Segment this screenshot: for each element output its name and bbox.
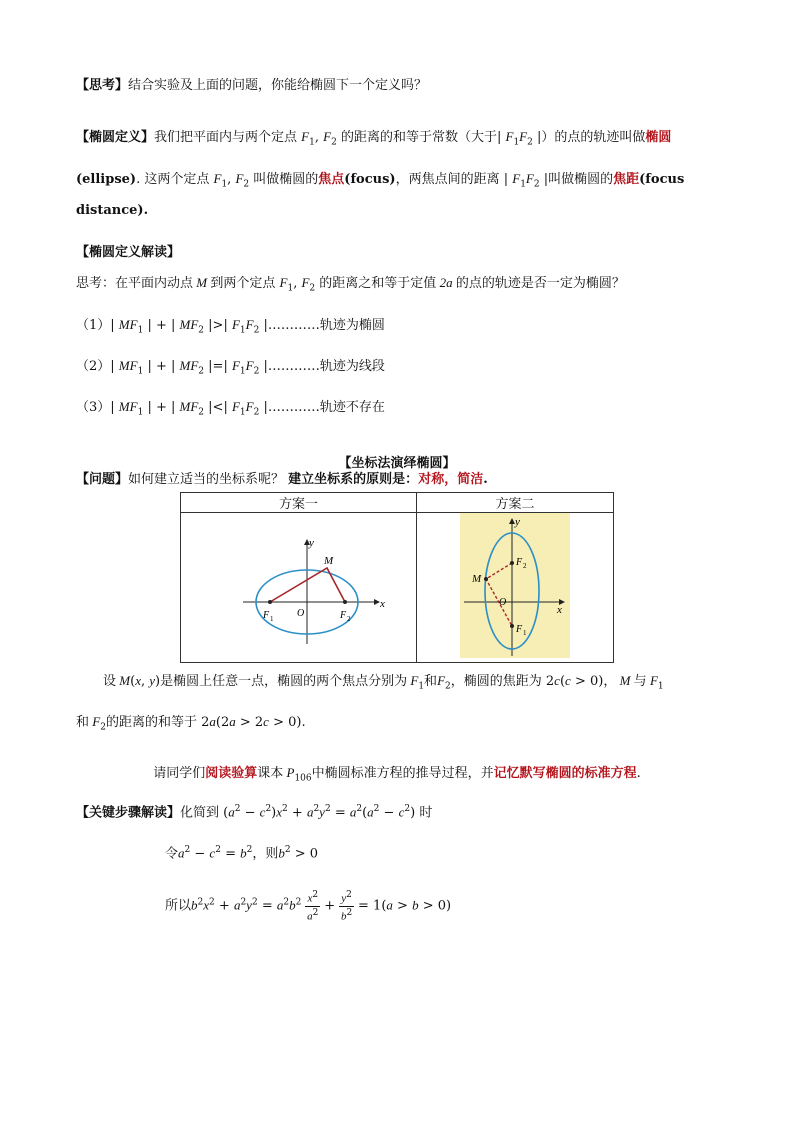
case-3-rel: < <box>212 400 224 415</box>
focus-f2 <box>343 600 347 604</box>
en-focal-1: (focus <box>639 172 685 187</box>
reading-red2: 记忆默写椭圆的标准方程 <box>493 766 637 781</box>
case-2-result: 轨迹为线段 <box>319 359 385 374</box>
coord-question <box>76 471 488 489</box>
definition-text-1: 我们把平面内与两个定点 <box>154 130 298 145</box>
case-1-num: （1） <box>76 318 111 333</box>
definition-line-3 <box>76 202 148 220</box>
m-label-2: M <box>472 573 482 585</box>
setup-line-1: 设 M(x, y)是椭圆上任意一点，椭圆的两个焦点分别为 $F_1$和$F_2$，椭圆的焦距为 2c(c > 0)， M 与 $F_1$ <box>103 673 664 692</box>
term-ellipse: 椭圆 <box>645 130 672 145</box>
case-2-rel: = <box>212 359 224 374</box>
scheme-1-cell <box>181 513 417 663</box>
definition-text-5: 叫做椭圆的 <box>253 172 319 187</box>
definition-text-4: . 这两个定点 <box>136 172 210 187</box>
interpret-tag: 【椭圆定义解读】 <box>76 245 181 260</box>
scheme-2-figure <box>460 513 570 658</box>
reading-c: 中椭圆标准方程的推导过程，并 <box>311 766 494 781</box>
key-text: 化简到 <box>180 805 220 821</box>
setup-s3: 和 <box>424 674 438 689</box>
setup-s5: ， <box>603 674 617 689</box>
f1-sub-2: 1 <box>523 629 527 637</box>
definition-tag: 【椭圆定义】 <box>76 130 155 145</box>
scheme-2-cell <box>417 513 614 663</box>
y-label: y <box>308 536 314 549</box>
reading-line: 请同学们阅读验算课本 $P_{106}$中椭圆标准方程的推导过程，并记忆默写椭圆的标准方程. <box>153 765 641 784</box>
think-tag: 【思考】 <box>76 78 129 93</box>
definition-end: . <box>143 203 149 218</box>
case-3-num: （3） <box>76 400 111 415</box>
case-2-num: （2） <box>76 359 111 374</box>
case-1: （1）| $MF_1$ | + | $MF_2$ |>| $F_1F_2$ |…………轨迹为椭圆 <box>76 317 385 336</box>
en-focus: (focus) <box>344 172 396 187</box>
reading-b: 课本 <box>257 766 284 781</box>
key-line: 【关键步骤解读】化简到 $(a^2 - c^2)x^2 + a^2y^2 = a^2(a^2 - c^2)$ 时 <box>76 804 433 821</box>
case-2: （2）| $MF_1$ | + | $MF_2$ |=| $F_1F_2$ |…………轨迹为线段 <box>76 358 385 377</box>
f1-label-2: F <box>516 624 523 635</box>
focus-f1-2 <box>510 624 514 628</box>
case-1-dots: ………… <box>267 318 320 333</box>
definition-text-7: 叫做椭圆的 <box>548 172 614 187</box>
focus-f2-2 <box>510 561 514 565</box>
principle-red: 对称，简洁 <box>418 472 484 487</box>
scheme-2-header: 方案二 <box>417 493 614 513</box>
term-focus: 焦点 <box>318 172 345 187</box>
question-tag: 【问题】 <box>76 472 129 487</box>
o-label: O <box>296 607 304 619</box>
scheme-1-header: 方案一 <box>181 493 417 513</box>
en-ellipse: (ellipse) <box>76 172 137 187</box>
case-2-dots: ………… <box>267 359 320 374</box>
m-label: M <box>323 554 333 567</box>
f1-sub: 1 <box>269 614 273 623</box>
principle: 建立坐标系的原则是： <box>288 472 419 487</box>
f2-label-2: F <box>516 557 523 568</box>
f2-sub-2: 2 <box>523 562 527 570</box>
setup-s6: 与 <box>633 674 647 689</box>
question-d: 的点的轨迹是否一定为椭圆？ <box>455 276 625 291</box>
principle-end: . <box>483 472 488 487</box>
case-3-dots: ………… <box>267 400 320 415</box>
coord-heading: 【坐标法演绎椭圆】 <box>338 456 456 471</box>
setup-s1: 设 <box>103 674 117 689</box>
question-b: 到两个定点 <box>210 276 276 291</box>
o-label-2: O <box>499 597 507 608</box>
f2-sub: 2 <box>346 614 350 623</box>
reading-page-sub: 106 <box>294 773 312 784</box>
y-label-2: y <box>515 516 520 528</box>
let-line: 令$a^2 - c^2 = b^2$，则$b^2 > 0$ <box>165 845 319 862</box>
case-1-rel: > <box>212 318 224 333</box>
question-text: 如何建立适当的坐标系呢？ <box>128 472 285 487</box>
scheme-1-figure <box>199 516 399 656</box>
think-text: 结合实验及上面的问题，你能给椭圆下一个定义吗？ <box>128 78 428 93</box>
key-let: 令 <box>165 846 179 862</box>
think-line <box>76 77 427 95</box>
setup-s2: 是椭圆上任意一点，椭圆的两个焦点分别为 <box>160 674 408 689</box>
setup-s7: 和 <box>76 715 90 730</box>
question-a: 思考：在平面内动点 <box>76 276 194 291</box>
focus-f1 <box>268 600 272 604</box>
definition-line-1: 【椭圆定义】我们把平面内与两个定点 $F_1$, $F_2$ 的距离的和等于常数（大于| $F_1F_2$ |）的点的轨迹叫做椭圆 <box>76 129 672 148</box>
reading-a: 请同学们 <box>153 766 206 781</box>
en-focal-2: distance) <box>76 203 144 218</box>
f2-label: F <box>339 609 346 621</box>
case-3: （3）| $MF_1$ | + | $MF_2$ |<| $F_1F_2$ |…………轨迹不存在 <box>76 399 385 418</box>
definition-text-3: ）的点的轨迹叫做 <box>541 130 646 145</box>
case-3-result: 轨迹不存在 <box>319 400 385 415</box>
setup-s8: 的距离的和等于 <box>105 715 197 730</box>
key-so: 所以 <box>165 898 192 914</box>
interpret-question: 思考：在平面内动点 M 到两个定点 $F_1$, $F_2$ 的距离之和等于定值 2a 的点的轨迹是否一定为椭圆？ <box>76 275 625 294</box>
x-label: x <box>379 597 385 610</box>
key-when: 时 <box>419 805 433 821</box>
setup-s4: ，椭圆的焦距为 <box>450 674 542 689</box>
scheme-2-background <box>460 513 570 658</box>
fraction-x: $\frac{x^2}{a^2}$ <box>307 890 319 923</box>
key-tag: 【关键步骤解读】 <box>76 805 181 821</box>
key-then: ，则 <box>252 846 279 862</box>
f1-label: F <box>262 609 269 621</box>
term-focal: 焦距 <box>613 172 640 187</box>
so-line: 所以$b^2x^2 + a^2y^2 = a^2b^2$ $\frac{x^2}{a^2}$ + $\frac{y^2}{b^2}$ = 1(a > b > 0) <box>165 890 452 923</box>
case-1-result: 轨迹为椭圆 <box>319 318 385 333</box>
reading-d: . <box>636 766 641 781</box>
scheme-table <box>180 492 614 663</box>
point-m-2 <box>484 577 488 581</box>
question-c: 的距离之和等于定值 <box>319 276 437 291</box>
definition-text-6: ，两焦点间的距离 <box>395 172 500 187</box>
definition-line-2: (ellipse). 这两个定点 $F_1$, $F_2$ 叫做椭圆的焦点(focus)，两焦点间的距离 | $F_1F_2$ |叫做椭圆的焦距(focus <box>76 171 685 190</box>
reading-red1: 阅读验算 <box>205 766 258 781</box>
setup-line-2: 和 $F_2$的距离的和等于 2a(2a > 2c > 0). <box>76 714 306 733</box>
fraction-y: $\frac{y^2}{b^2}$ <box>340 890 353 923</box>
setup-s9: . <box>301 715 306 730</box>
definition-text-2: 的距离的和等于常数（大于 <box>340 130 497 145</box>
x-label-2: x <box>557 604 562 616</box>
